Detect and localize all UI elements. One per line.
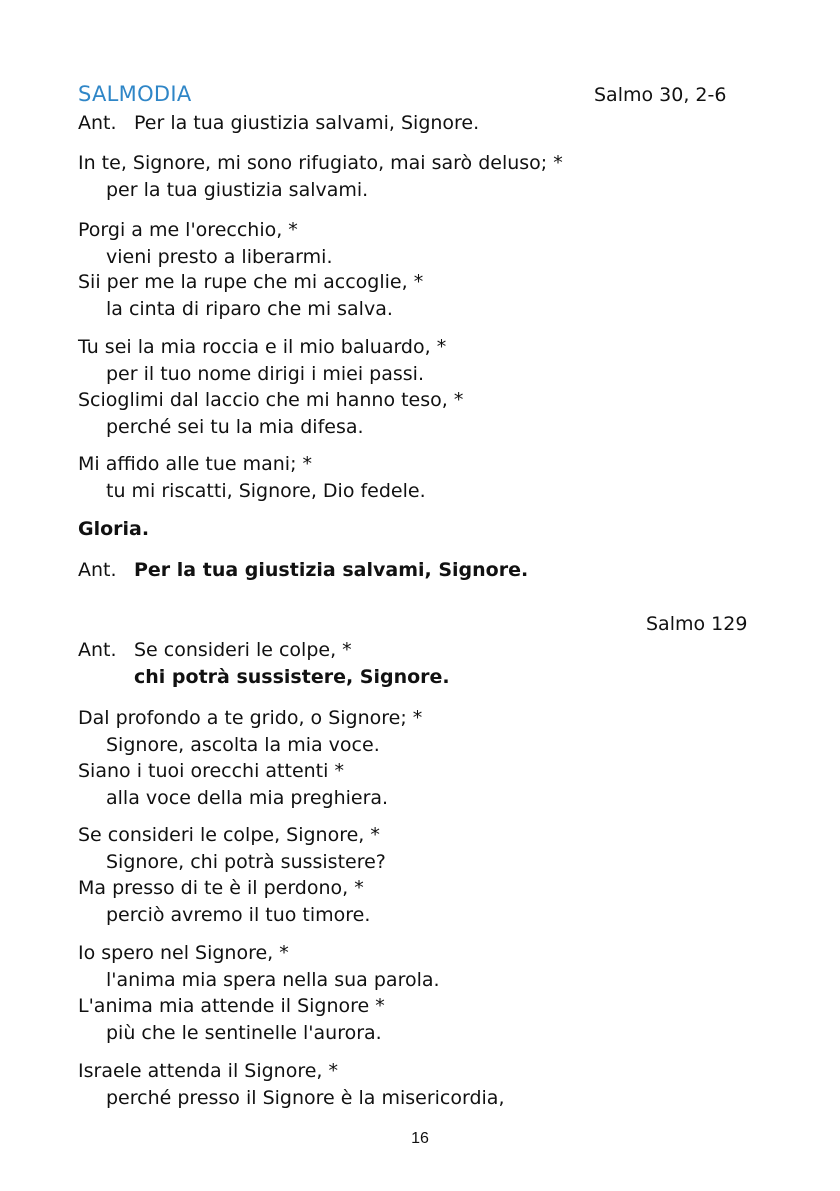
verse-line: vieni presto a liberarmi. [106, 246, 333, 268]
verse-line: Signore, ascolta la mia voce. [106, 734, 380, 756]
antiphon-text: Per la tua giustizia salvami, Signore. [134, 112, 480, 134]
antiphon-label: Ant. [78, 112, 117, 134]
psalm-1-antiphon [78, 110, 479, 137]
psalm-2-antiphon-line-2: chi potrà sussistere, Signore. [134, 666, 450, 688]
psalm-2-reference: Salmo 129 [646, 613, 748, 635]
verse-line: Io spero nel Signore, * [78, 942, 289, 964]
antiphon-label: Ant. [78, 559, 117, 581]
page-number: 16 [411, 1130, 429, 1147]
verse-line: perché presso il Signore è la misericordia, [106, 1087, 505, 1109]
verse-line: L'anima mia attende il Signore * [78, 995, 385, 1017]
verse-line: Porgi a me l'orecchio, * [78, 219, 298, 241]
verse-line: In te, Signore, mi sono rifugiato, mai sarò deluso; * [78, 152, 563, 174]
verse-line: Scioglimi dal laccio che mi hanno teso, * [78, 389, 464, 411]
verse-line: Dal profondo a te grido, o Signore; * [78, 707, 423, 729]
verse-line: per la tua giustizia salvami. [106, 179, 369, 201]
verse-line: perché sei tu la mia difesa. [106, 416, 364, 438]
verse-line: Signore, chi potrà sussistere? [106, 851, 386, 873]
antiphon-label: Ant. [78, 639, 117, 661]
antiphon-text: Se consideri le colpe, * [134, 639, 352, 661]
verse-line: più che le sentinelle l'aurora. [106, 1022, 382, 1044]
verse-line: l'anima mia spera nella sua parola. [106, 969, 440, 991]
verse-line: la cinta di riparo che mi salva. [106, 298, 393, 320]
psalm-1-closing-antiphon [78, 557, 528, 584]
verse-line: Siano i tuoi orecchi attenti * [78, 760, 344, 782]
verse-line: Israele attenda il Signore, * [78, 1060, 338, 1082]
verse-line: Se consideri le colpe, Signore, * [78, 824, 380, 846]
verse-line: alla voce della mia preghiera. [106, 787, 389, 809]
verse-line: Mi affido alle tue mani; * [78, 453, 313, 475]
psalm-1-reference: Salmo 30, 2-6 [594, 84, 727, 106]
psalm-2-antiphon [78, 637, 352, 664]
verse-line: Ma presso di te è il perdono, * [78, 877, 364, 899]
antiphon-text: Per la tua giustizia salvami, Signore. [134, 559, 529, 581]
verse-line: perciò avremo il tuo timore. [106, 904, 371, 926]
verse-line: per il tuo nome dirigi i miei passi. [106, 363, 424, 385]
verse-line: tu mi riscatti, Signore, Dio fedele. [106, 480, 426, 502]
gloria: Gloria. [78, 518, 150, 540]
verse-line: Tu sei la mia roccia e il mio baluardo, * [78, 336, 447, 358]
section-title: SALMODIA [78, 82, 192, 106]
verse-line: Sii per me la rupe che mi accoglie, * [78, 271, 424, 293]
